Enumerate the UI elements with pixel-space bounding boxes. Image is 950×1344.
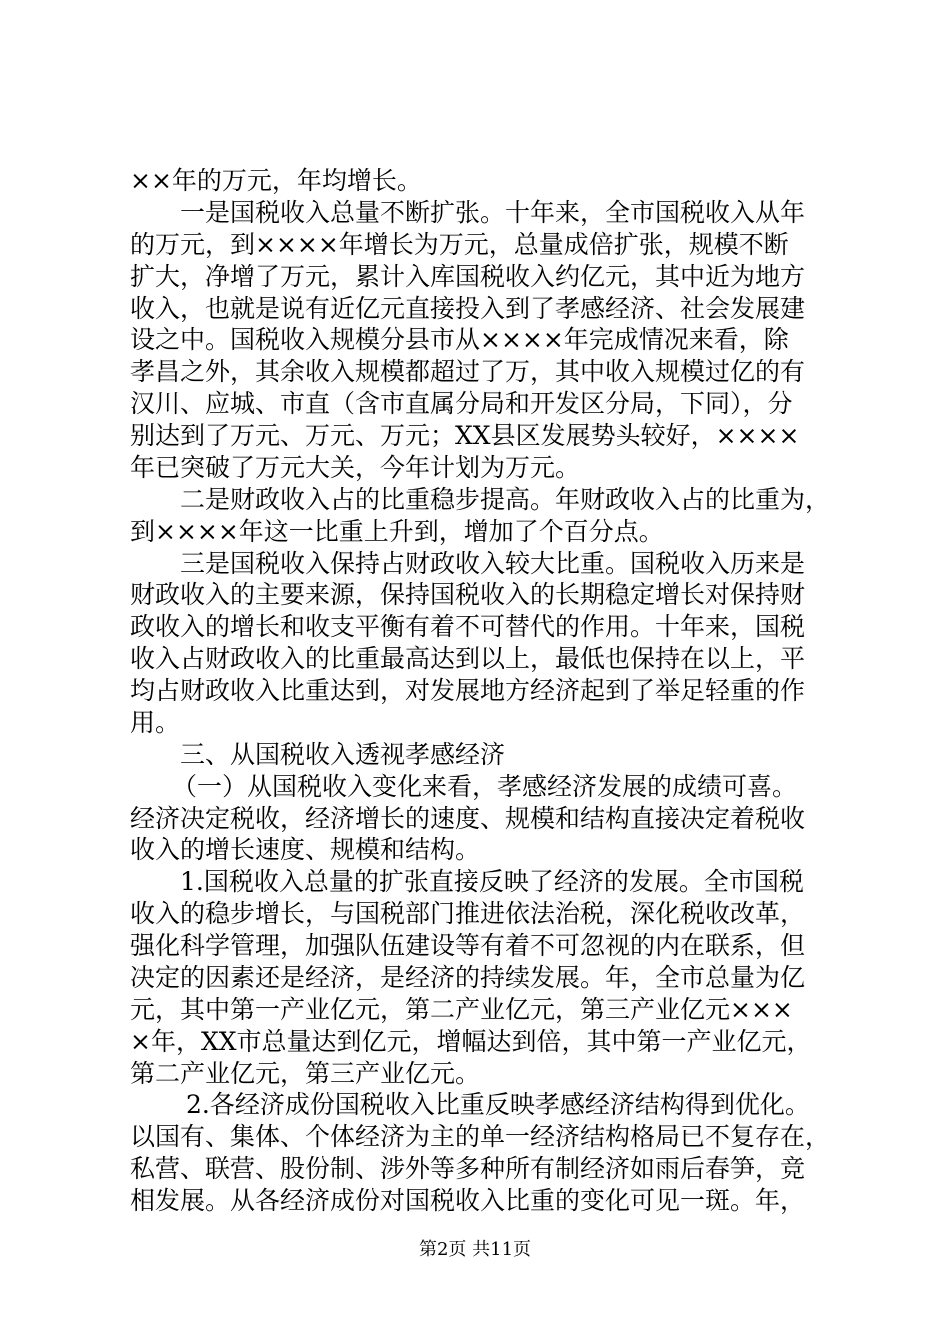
text-line: 孝昌之外，其余收入规模都超过了万，其中收入规模过亿的有 [130, 357, 806, 387]
page-footer: 第2页 共11页 [418, 1239, 532, 1260]
text-line: 决定的因素还是经济，是经济的持续发展。年，全市总量为亿 [130, 962, 806, 992]
text-line: 元，其中第一产业亿元，第二产业亿元，第三产业亿元××× [130, 994, 793, 1024]
text-line: 收入，也就是说有近亿元直接投入到了孝感经济、社会发展建 [130, 293, 806, 323]
text-line: 到××××年这一比重上升到，增加了个百分点。 [130, 516, 664, 546]
text-line: 的万元，到××××年增长为万元，总量成倍扩张，规模不断 [130, 229, 789, 259]
text-line: 收入占财政收入的比重最高达到以上，最低也保持在以上，平 [130, 644, 806, 674]
text-line: 以国有、集体、个体经济为主的单一经济结构格局已不复存在， [130, 1122, 831, 1152]
subsection-heading: （一）从国税收入变化来看，孝感经济发展的成绩可喜。 [172, 771, 798, 801]
text-line: 设之中。国税收入规模分县市从××××年完成情况来看，除 [130, 325, 789, 355]
text-line: 第二产业亿元，第三产业亿元。 [130, 1058, 481, 1088]
text-line: 财政收入的主要来源，保持国税收入的长期稳定增长对保持财 [130, 580, 806, 610]
text-line: 汉川、应城、市直（含市直属分局和开发区分局，下同），分 [130, 389, 793, 419]
text-line: 收入的稳步增长，与国税部门推进依法治税，深化税收改革， [130, 899, 806, 929]
text-line: 政收入的增长和收支平衡有着不可替代的作用。十年来，国税 [130, 612, 806, 642]
paragraph-start: 2.各经济成份国税收入比重反映孝感经济结构得到优化。 [186, 1090, 810, 1120]
paragraph-start: 一是国税收入总量不断扩张。十年来，全市国税收入从年 [180, 197, 806, 227]
text-line: ×年，XX市总量达到亿元，增幅达到倍，其中第一产业亿元， [130, 1026, 812, 1056]
paragraph-start: 二是财政收入占的比重稳步提高。年财政收入占的比重为， [180, 484, 831, 514]
text-line: 相发展。从各经济成份对国税收入比重的变化可见一斑。年， [130, 1186, 806, 1216]
text-line: 别达到了万元、万元、万元；XX县区发展势头较好，×××× [130, 421, 800, 451]
text-line: 用。 [130, 707, 181, 737]
text-line: 均占财政收入比重达到，对发展地方经济起到了举足轻重的作 [130, 676, 806, 706]
text-line: 扩大，净增了万元，累计入库国税收入约亿元，其中近为地方 [130, 261, 806, 291]
text-line: 私营、联营、股份制、涉外等多种所有制经济如雨后春笋，竞 [130, 1154, 806, 1184]
text-line: 年已突破了万元大关，今年计划为万元。 [130, 452, 581, 482]
text-line: ××年的万元，年均增长。 [130, 166, 422, 195]
text-line: 收入的增长速度、规模和结构。 [130, 835, 481, 865]
paragraph-start: 三是国税收入保持占财政收入较大比重。国税收入历来是 [180, 548, 806, 578]
paragraph-start: 1.国税收入总量的扩张直接反映了经济的发展。全市国税 [180, 867, 804, 897]
text-line: 强化科学管理，加强队伍建设等有着不可忽视的内在联系，但 [130, 931, 806, 961]
section-heading: 三、从国税收入透视孝感经济 [180, 739, 506, 769]
text-line: 经济决定税收，经济增长的速度、规模和结构直接决定着税收 [130, 803, 806, 833]
